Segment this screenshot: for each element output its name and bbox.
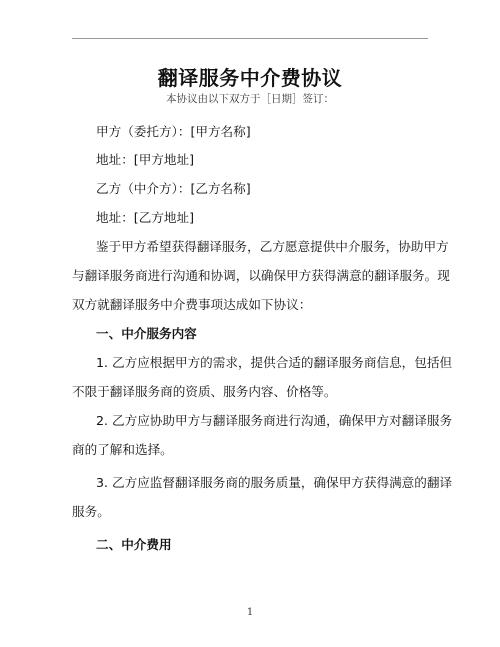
- party-b-line: 乙方（中介方）：[乙方名称]: [96, 181, 251, 196]
- page-number: 1: [246, 607, 254, 618]
- section-1-item-1-line-2: 不限于翻译服务商的资质、服务内容、价格等。: [72, 384, 337, 399]
- party-b-address-line: 地址：[乙方地址]: [96, 210, 194, 225]
- preamble-line-1: 鉴于甲方希望获得翻译服务，乙方愿意提供中介服务，协助甲方: [96, 239, 449, 254]
- preamble-line-2: 与翻译服务商进行沟通和协调，以确保甲方获得满意的翻译服务。现: [72, 268, 450, 283]
- section-2-heading: 二、中介费用: [96, 537, 172, 552]
- header-rule: [72, 38, 428, 39]
- section-1-item-2-line-1: 2. 乙方应协助甲方与翻译服务商进行沟通，确保甲方对翻译服务: [96, 413, 453, 428]
- party-a-address-line: 地址：[甲方地址]: [96, 152, 194, 167]
- section-1-item-2-line-2: 商的了解和选择。: [72, 442, 173, 457]
- section-1-item-3-line-1: 3. 乙方应监督翻译服务商的服务质量，确保甲方获得满意的翻译: [96, 475, 453, 490]
- preamble-line-3: 双方就翻译服务中介费事项达成如下协议：: [72, 297, 312, 312]
- section-1-item-1-line-1: 1. 乙方应根据甲方的需求，提供合适的翻译服务商信息，包括但: [96, 355, 453, 370]
- document-subtitle: 本协议由以下双方于［日期］签订：: [166, 93, 334, 105]
- document-title: 翻译服务中介费协议: [157, 66, 343, 90]
- section-1-heading: 一、中介服务内容: [96, 326, 197, 341]
- party-a-line: 甲方（委托方）：[甲方名称]: [96, 124, 251, 139]
- section-1-item-3-line-2: 服务。: [72, 504, 110, 519]
